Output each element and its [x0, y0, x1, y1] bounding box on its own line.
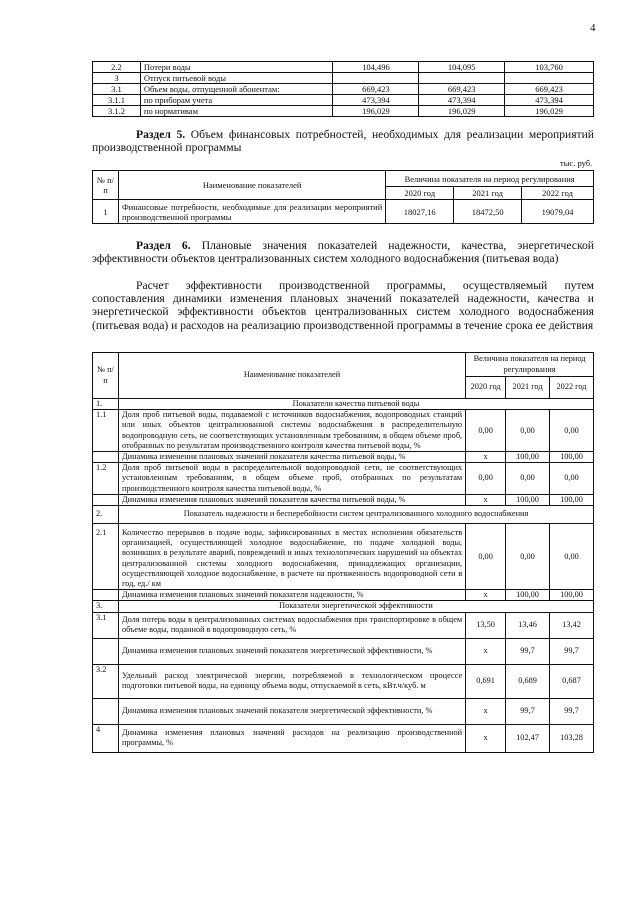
- section-row: 2. Показатель надежности и бесперебойности систем централизованного холодного водоснабжения: [93, 506, 594, 524]
- table-row: 1.2 Доля проб питьевой воды в распределительной водопроводной сети, не соответствующих установленным требованиям, в общем объеме проб, отобранных по результатам производственного контроля качества питьевой воды, % 0,00 0,00 0,00: [93, 463, 594, 495]
- table-row: 2.1 Количество перерывов в подаче воды, зафиксированных в местах исполнения обязательств организацией, осуществляющей холодное водоснабжение, по подаче холодной воды, возникших в результате аварий, повреждений и иных технологических нарушений на объектах централизованной системы холодного водоснабжения, принадлежащих организации, осуществляющей холодное водоснабжение, в расчете на протяженность водопроводной сети в год, ед./ км 0,00 0,00 0,00: [93, 524, 594, 590]
- water-balance-table: [92, 61, 594, 117]
- table-row: 3.1 Доля потерь воды в централизованных системах водоснабжения при транспортировке в общем объеме воды, поданной в водопроводную сеть, % 13,50 13,46 13,42: [93, 612, 594, 638]
- section-row: 1. Показатели качества питьевой воды: [93, 399, 594, 410]
- table-row: Динамика изменения плановых значений показателя качества питьевой воды, % х 100,00 100,00: [93, 494, 594, 505]
- table-row: Динамика изменения плановых значений показателя энергетической эффективности, % х 99,7 99,7: [93, 638, 594, 664]
- table-row: 4 Динамика изменения плановых значений расходов на реализацию производственной программы, % х 102,47 103,28: [93, 724, 594, 752]
- indicators-table: № п/п Наименование показателей Величина показателя на период регулирования 2020 год 2021 год 2022 год 1. Показатели качества питьевой воды 1.1 Доля проб питьевой воды, подаваемой с источников водоснабжения, водопроводных станций или иных объектов централизованной системы водоснабжения в распределительную водопроводную сеть, не соответствующих установленным требованиям, в общем объеме проб, отобранных по результатам производственного контроля качества питьевой воды, % 0,00 0,00 0,00 Динамика изменения плановых значений показателя качества питьевой воды, % х 100,00 100,00 1.2 Доля проб питьевой воды в распределительной водопроводной сети, не соответствующих установленным требованиям, в общем объеме проб, отобранных по результатам производственного контроля качества питьевой воды, % 0,00 0,00 0,00 Динамика изменения плановых значений показателя качества питьевой воды, % х 100,00 100,00 2. Показатель надежности и бесперебойности систем централизованного холодного водоснабжения 2.1 Количество перерывов в подаче воды, зафиксированных в местах исполнения обязательств организацией, осуществляющей холодное водоснабжение, по подаче холодной воды, возникших в результате аварий, повреждений и иных технологических нарушений на объектах централизованной системы холодного водоснабжения, принадлежащих организации, осуществляющей холодное водоснабжение, в расчете на протяженность водопроводной сети в год, ед./ км 0,00 0,00 0,00 Динамика изменения плановых значений показателя надежности, % х 100,00 100,00 3. Показатели энергетической эффективности 3.1 Доля потерь воды в централизованных системах водоснабжения при транспортировке в общем объеме воды, поданной в водопроводную сеть, % 13,50 13,46 13,42 Динамика изменения плановых значений показателя энергетической эффективности, % х 99,7 99,7 3.2 Удельный расход электрической энергии, потребляемой в технологическом процессе подготовки питьевой воды, на единицу объема воды, отпускаемой в сеть, кВт.ч/куб. м 0,691 0,689 0,687 Динамика изменения плановых значений показателя энергетической эффективности, % х 99,7 99,7 4 Динамика изменения плановых значений расходов на реализацию производственной программы, % х 102,47 103,28: [92, 352, 594, 753]
- page-number: 4: [590, 22, 596, 34]
- table-row: 3.1.1 по приборам учета 473,394 473,394 473,394: [93, 95, 594, 106]
- section-row: 3. Показатели энергетической эффективности: [93, 601, 594, 612]
- table-row: 2.2 Потери воды 104,496 104,095 103,760: [93, 62, 594, 73]
- financial-table: № п/п Наименование показателей Величина показателя на период регулирования 2020 год 2021 год 2022 год 1 Финансовые потребности, необходимые для реализации мероприятий производственной программы 18027,16 18472,50 19079,04: [92, 170, 594, 224]
- section-5-heading: Раздел 5. Объем финансовых потребностей, необходимых для реализации мероприятий производственной программы: [92, 128, 594, 155]
- table-row: Динамика изменения плановых значений показателя энергетической эффективности, % х 99,7 99,7: [93, 698, 594, 724]
- table-row: 3.1 Объем воды, отпущенной абонентам: 669,423 669,423 669,423: [93, 84, 594, 95]
- table-row: 3.2 Удельный расход электрической энергии, потребляемой в технологическом процессе подготовки питьевой воды, на единицу объема воды, отпускаемой в сеть, кВт.ч/куб. м 0,691 0,689 0,687: [93, 664, 594, 698]
- table-row: 1.1 Доля проб питьевой воды, подаваемой с источников водоснабжения, водопроводных станций или иных объектов централизованной системы водоснабжения в распределительную водопроводную сеть, не соответствующих установленным требованиям, в общем объеме проб, отобранных по результатам производственного контроля качества питьевой воды, % 0,00 0,00 0,00: [93, 410, 594, 452]
- table-row: 1 Финансовые потребности, необходимые для реализации мероприятий производственной программы 18027,16 18472,50 19079,04: [93, 200, 594, 224]
- table-row: Динамика изменения плановых значений показателя надежности, % х 100,00 100,00: [93, 590, 594, 601]
- table-row: 3.1.2 по нормативам 196,029 196,029 196,029: [93, 106, 594, 117]
- unit-label: тыс. руб.: [560, 158, 593, 168]
- table-row: 3 Отпуск питьевой воды: [93, 73, 594, 84]
- section-6-paragraph: Расчет эффективности производственной программы, осуществляемый путем сопоставления динамики изменения плановых значений показателей надежности, качества и энергетической эффективности объектов централизованных систем холодного водоснабжения (питьевая вода) и расходов на реализацию производственной программы в течение срока ее действия: [92, 279, 594, 332]
- table-row: Динамика изменения плановых значений показателя качества питьевой воды, % х 100,00 100,00: [93, 452, 594, 463]
- section-6-heading: Раздел 6. Плановые значения показателей надежности, качества, энергетической эффективности объектов централизованных систем холодного водоснабжения (питьевая вода): [92, 239, 594, 266]
